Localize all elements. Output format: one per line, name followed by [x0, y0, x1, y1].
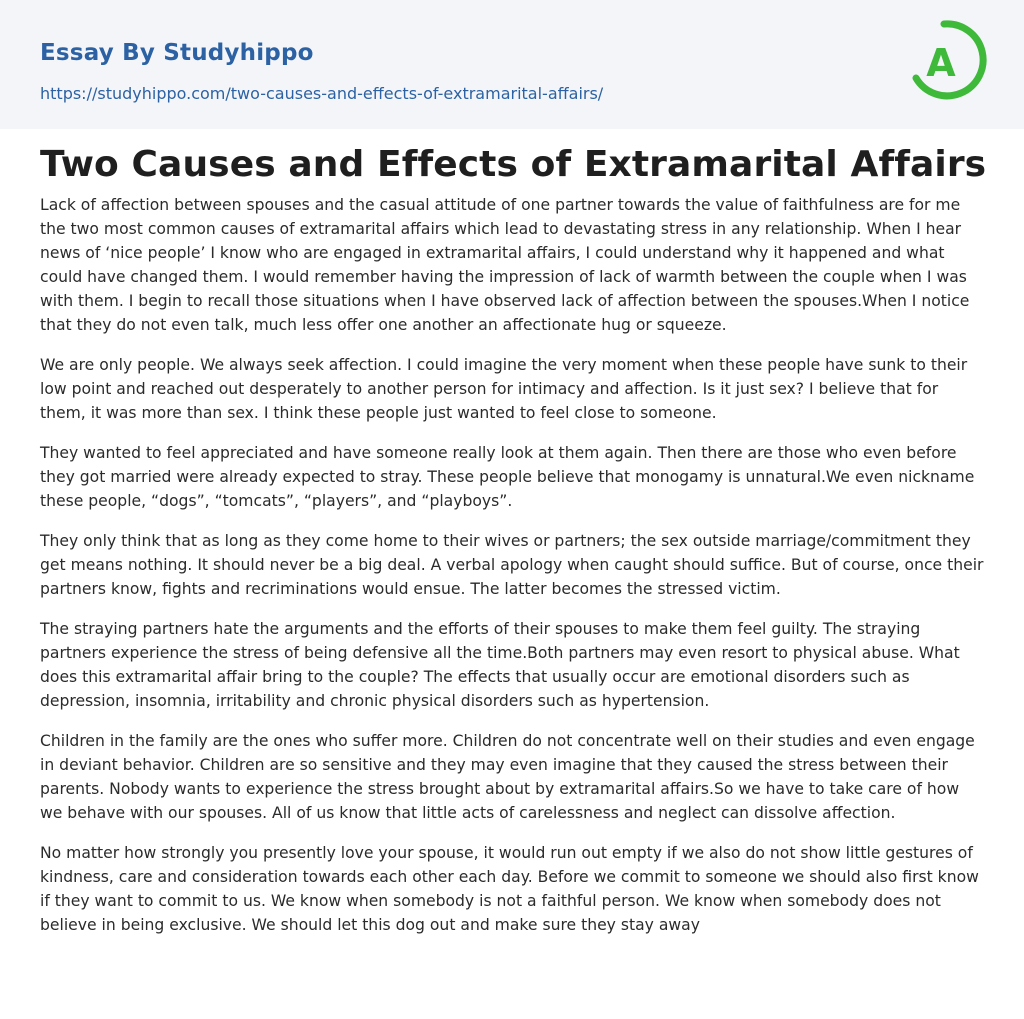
- essay-title: Two Causes and Effects of Extramarital Affairs: [40, 144, 987, 185]
- page-header: [0, 0, 1024, 129]
- essay-paragraph: Children in the family are the ones who suffer more. Children do not concentrate well on their studies and even engage in deviant behavior. Children are so sensitive and they may even imagine that they caused the stress between their parents. Nobody wants to experience the stress brought about by extramarital affairs.So we have to take care of how we behave with our spouses. All of us know that little acts of carelessness and neglect can dissolve affection.: [40, 732, 975, 822]
- logo-letter: A: [926, 41, 956, 85]
- studyhippo-logo-icon[interactable]: [910, 18, 988, 106]
- essay-url-link[interactable]: https://studyhippo.com/two-causes-and-effects-of-extramarital-affairs/: [40, 84, 604, 103]
- essay-paragraph: We are only people. We always seek affection. I could imagine the very moment when these people have sunk to their low point and reached out desperately to another person for intimacy and affection. Is it just sex? I believe that for them, it was more than sex. I think these people just wanted to feel close to someone.: [40, 356, 968, 422]
- essay-paragraph: No matter how strongly you presently love your spouse, it would run out empty if we also do not show little gestures of kindness, care and consideration towards each other each day. Before we commit to someone we should also first know if they want to commit to us. We know when somebody is not a faithful person. We know when somebody does not believe in being exclusive. We should let this dog out and make sure they stay away: [40, 844, 979, 934]
- essay-paragraph: The straying partners hate the arguments and the efforts of their spouses to make them feel guilty. The straying partners experience the stress of being defensive all the time.Both partners may even resort to physical abuse. What does this extramarital affair bring to the couple? The effects that usually occur are emotional disorders such as depression, insomnia, irritability and chronic physical disorders such as hypertension.: [40, 620, 960, 710]
- site-brand[interactable]: Essay By Studyhippo: [40, 40, 314, 66]
- essay-paragraph: They wanted to feel appreciated and have someone really look at them again. Then there are those who even before they got married were already expected to stray. These people believe that monogamy is unnatural.We even nickname these people, “dogs”, “tomcats”, “players”, and “playboys”.: [40, 444, 975, 510]
- essay-paragraph: They only think that as long as they come home to their wives or partners; the sex outside marriage/commitment they get means nothing. It should never be a big deal. A verbal apology when caught should suffice. But of course, once their partners know, fights and recriminations would ensue. The latter becomes the stressed victim.: [40, 532, 984, 598]
- essay-paragraph: Lack of affection between spouses and the casual attitude of one partner towards the value of faithfulness are for me the two most common causes of extramarital affairs which lead to devastating stress in any relationship. When I hear news of ‘nice people’ I know who are engaged in extramarital affairs, I could understand why it happened and what could have changed them. I would remember having the impression of lack of warmth between the couple when I was with them. I begin to recall those situations when I have observed lack of affection between the spouses.When I notice that they do not even talk, much less offer one another an affectionate hug or squeeze.: [40, 196, 970, 334]
- essay-body: [40, 193, 986, 953]
